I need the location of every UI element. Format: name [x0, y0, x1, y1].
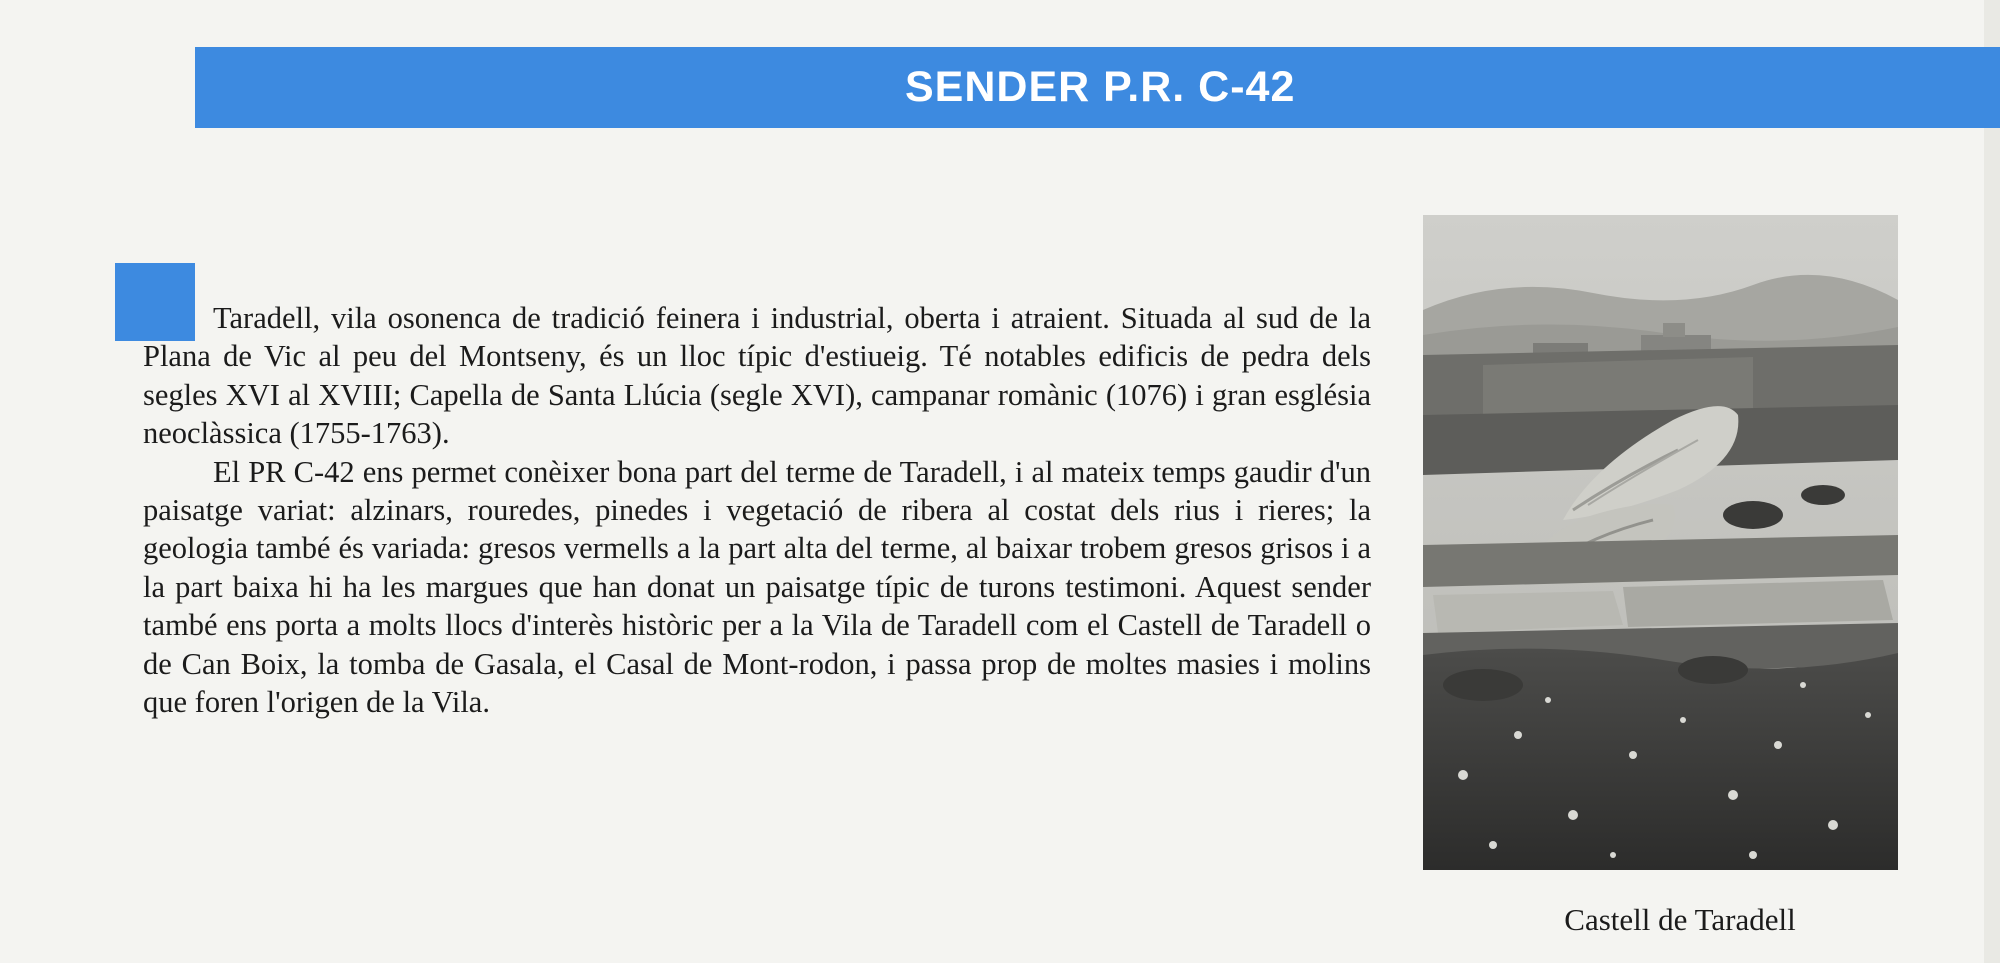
castle-photo-image — [1423, 215, 1898, 870]
photo-caption: Castell de Taradell — [1564, 902, 1796, 937]
header-banner — [195, 47, 2000, 128]
paragraph-route: El PR C-42 ens permet conèixer bona part del terme de Taradell, i al mateix temps gaudir d'un paisatge variat: alzinars, rouredes, pinedes i vegetació de ribera al costat dels rius i rieres; la geologia també és variada: gresos vermells a la part alta del terme, al baixar trobem gresos grisos i a la part baixa hi ha les margues que han donat un paisatge típic de turons testimoni. Aquest sender també ens porta a molts llocs d'interès històric per a la Vila de Taradell com el Castell de Taradell o de Can Boix, la tomba de Gasala, el Casal de Mont-rodon, i passa prop de moltes masies i molins que foren l'origen de la Vila. — [143, 454, 1371, 720]
corner-speck — [1580, 14, 1606, 20]
paragraph-intro: Taradell, vila osonenca de tradició feinera i industrial, oberta i atraient. Situada al sud de la Plana de Vic al peu del Montseny, és un lloc típic d'estiueig. Té notables edificis de pedra dels segles XVI al XVIII; Capella de Santa Llúcia (segle XVI), campanar romànic (1076) i gran església neoclàssica (1755-1763). — [143, 301, 1371, 451]
page-edge — [1984, 0, 2000, 963]
article-body — [143, 299, 1371, 721]
castle-photo — [1423, 215, 1898, 870]
page-title: SENDER P.R. C-42 — [905, 63, 1296, 111]
